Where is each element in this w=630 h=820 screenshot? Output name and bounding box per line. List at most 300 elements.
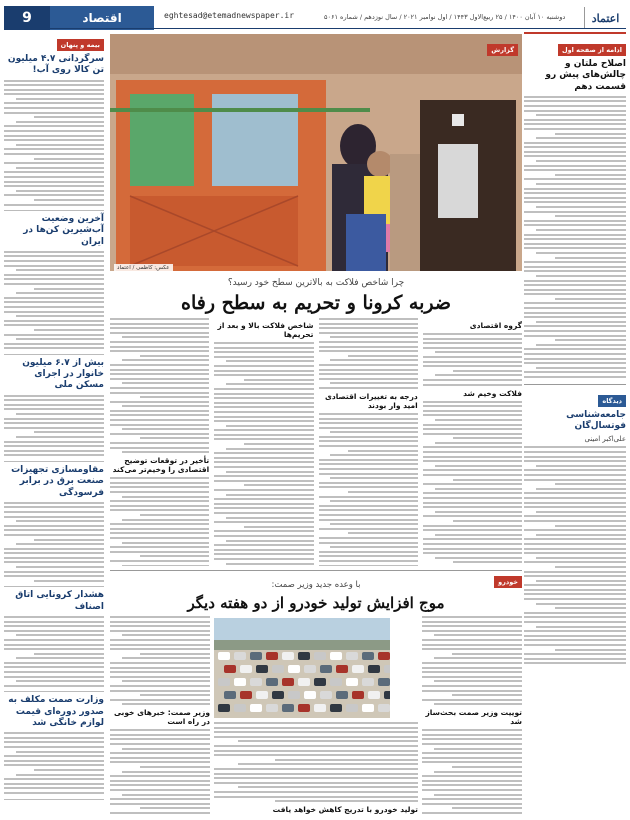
text-line [555,649,626,651]
header-divider [4,28,626,29]
text-line [536,344,626,346]
car-shape [314,704,326,712]
text-line [555,483,626,485]
text-line [4,445,104,447]
text-line [319,350,418,352]
text-line [214,530,313,532]
text-line [16,520,104,522]
text-line [122,565,209,567]
text-line [122,496,209,498]
text-line [536,465,626,467]
text-line [214,512,313,514]
car-shape [362,652,374,660]
text-line [435,488,522,490]
car-shape [234,704,246,712]
text-line [4,135,104,137]
text-line [524,561,626,563]
text-line [122,703,210,705]
text-line [110,500,209,502]
text-line [524,316,626,318]
text-line [524,261,626,263]
car-shape [224,691,236,699]
left-column-story [4,465,104,587]
car-shape [298,678,310,686]
car-shape [352,665,364,673]
text-line [435,419,522,421]
text-line [524,151,626,153]
text-line [452,694,522,696]
text-line [4,153,104,155]
text-line [4,171,104,173]
main-story-subhead: شاخص فلاکت بالا و بعد از تحریم‌ها [217,321,314,339]
main-story-paragraph [110,477,209,566]
text-line [4,181,104,183]
text-line [16,774,104,776]
text-line [110,424,209,426]
text-line [536,626,626,628]
text-line [435,534,522,536]
text-line [4,450,104,452]
left-story-headline[interactable]: وزارت صمت مکلف به صدور دوره‌ای قیمت لوازم خانگی شد [8,695,104,728]
text-line [214,466,313,468]
text-line [524,658,626,660]
text-line [319,323,418,325]
text-line [524,188,626,190]
text-line [524,302,626,304]
text-line [319,542,418,544]
left-column-story [4,54,104,211]
text-line [423,469,522,471]
text-line [122,359,209,361]
text-line [4,311,104,313]
text-line [536,580,626,582]
text-line [319,486,418,488]
text-line [423,543,522,545]
text-line [434,703,522,705]
text-line [4,204,104,206]
text-line [423,379,522,381]
text-line [16,543,104,545]
text-line [110,743,210,745]
text-line [4,746,104,748]
text-line [453,520,522,522]
text-line [110,378,209,380]
main-story-column [214,318,313,566]
car-shape [330,704,342,712]
text-line [122,771,210,773]
text-line [423,552,522,554]
second-story-subhead: توییت وزیر صمت بحث‌ساز شد [425,708,522,727]
text-line [524,612,626,614]
text-line [214,489,313,491]
text-line [226,448,313,450]
text-line [140,396,209,398]
text-line [319,445,418,447]
text-line [524,270,626,272]
text-line [122,382,209,384]
car-shape [304,691,316,699]
car-shape [346,704,358,712]
text-line [4,783,104,785]
text-line [434,634,522,636]
text-line [524,178,626,180]
text-line [524,635,626,637]
text-line [422,761,522,763]
text-line [434,680,522,682]
text-line [214,406,313,408]
text-line [524,515,626,517]
text-line [524,621,626,623]
text-line [4,764,104,766]
left-column-story [4,590,104,692]
text-line [214,457,313,459]
text-line [524,502,626,504]
text-line [555,566,626,568]
text-line [524,362,626,364]
text-line [214,750,418,752]
main-story-body [110,318,522,566]
text-line [423,538,522,540]
text-line [4,112,104,114]
text-line [16,98,104,100]
text-line [422,789,522,791]
text-line [140,694,210,696]
left-story-headline[interactable]: آخرین وضعیت آب‌شیرین کن‌ها در ایران [23,214,104,247]
text-line [16,190,104,192]
text-line [524,589,626,591]
text-line [110,537,209,539]
text-line [422,775,522,777]
text-line [110,752,210,754]
text-line [214,438,313,440]
text-line [422,757,522,759]
car-shape [378,652,390,660]
text-line [214,736,418,738]
text-line [4,176,104,178]
text-line [4,418,104,420]
text-line [524,506,626,508]
text-line [4,557,104,559]
text-line [110,373,209,375]
section-email[interactable]: eghtesad@etemadnewspaper.ir [164,11,295,20]
text-line [453,479,522,481]
text-line [140,514,209,516]
text-line [4,737,104,739]
text-line [422,639,522,641]
text-line [423,428,522,430]
text-line [524,571,626,573]
text-line [423,456,522,458]
text-line [434,748,522,750]
text-line [214,549,313,551]
text-line [4,320,104,322]
text-line [524,358,626,360]
text-line [319,387,418,389]
car-shape [218,652,230,660]
text-line [214,754,418,756]
second-story-tag: خودرو [494,576,522,588]
main-story-subhead: تأخیر در توقعات توضیح اقتصادی را وخیم‌تر می‌کند [112,456,210,475]
left-story-headline[interactable]: هشدار کرونایی اتاق اصناف [15,590,104,612]
text-line [110,560,209,562]
text-line [536,275,626,277]
car-shape [266,652,278,660]
text-line [110,477,209,479]
text-line [536,534,626,536]
text-line [524,105,626,107]
main-story-subhead: فلاکت وخیم شد [463,388,522,398]
text-line [16,121,104,123]
text-line [422,752,522,754]
text-line [452,766,522,768]
text-line [214,356,313,358]
text-line [524,169,626,171]
text-line [4,408,104,410]
text-line [319,369,418,371]
text-line [4,80,104,82]
car-shape [314,652,326,660]
text-line [524,376,626,378]
text-line [122,542,209,544]
second-story-paragraph [422,616,522,705]
text-line [16,680,104,682]
text-line [110,685,210,687]
text-line [214,507,313,509]
text-line [226,471,313,473]
text-line [422,803,522,805]
car-shape [298,704,310,712]
car-shape [346,652,358,660]
text-line [536,488,626,490]
main-story-paragraph [214,406,313,566]
text-line [4,274,104,276]
text-line [435,374,522,376]
text-line [555,298,626,300]
left-story-body [4,395,104,457]
car-shape [330,678,342,686]
right-column-rule [524,32,626,34]
text-line [524,201,626,203]
car-shape [240,691,252,699]
text-line [4,548,104,550]
text-line [423,405,522,407]
text-line [422,625,522,627]
text-line [110,798,210,800]
text-line [4,283,104,285]
text-line [214,434,313,436]
car-shape [282,652,294,660]
text-line [453,561,522,563]
text-line [319,565,418,567]
second-story-headline[interactable]: موج افزایش تولید خودرو از دو هفته دیگر [187,594,445,612]
text-line [330,546,417,548]
text-line [524,630,626,632]
text-line [524,165,626,167]
left-column-story [4,695,104,799]
text-line [524,552,626,554]
text-line [4,260,104,262]
text-line [110,625,210,627]
text-line [524,543,626,545]
text-line [422,729,522,731]
text-line [214,727,418,729]
text-line [422,798,522,800]
text-line [319,436,418,438]
text-line [524,548,626,550]
text-line [4,741,104,743]
newspaper-logo: اعتماد [584,7,626,29]
text-line [524,653,626,655]
left-story-body [4,732,104,794]
text-line [524,155,626,157]
text-line [214,498,313,500]
text-line [16,269,104,271]
text-line [422,648,522,650]
text-line [4,427,104,429]
text-line [110,414,209,416]
car-shape [282,704,294,712]
left-story-headline[interactable]: بیش از ۶.۷ میلیون خانوار در اجرای مسکن ملی [22,357,104,391]
car-shape [320,665,332,673]
text-line [16,292,104,294]
text-line [524,220,626,222]
text-line [16,566,104,568]
main-story-column [319,318,418,566]
text-line [423,492,522,494]
dateline: دوشنبه ۱۰ آبان ۱۴۰۰ / ۲۵ ربیع‌الاول ۱۴۴۳ / اول نوامبر ۲۰۲۱ / سال نوزدهم / شماره ۵۰۶۱ [324,13,566,21]
text-line [524,307,626,309]
text-line [16,436,104,438]
section-title: اقتصاد [50,6,154,30]
text-line [226,517,313,519]
text-line [4,185,104,187]
text-line [110,442,209,444]
text-line [423,424,522,426]
text-line [524,100,626,102]
text-line [319,418,418,420]
text-line [4,644,104,646]
left-story-body [4,251,104,349]
text-line [110,784,210,786]
text-line [275,800,418,802]
car-shape [250,652,262,660]
text-line [422,812,522,814]
text-line [524,644,626,646]
text-line [34,199,104,201]
text-line [214,411,313,413]
text-line [319,327,418,329]
main-story-paragraph [423,333,522,386]
text-line [423,474,522,476]
text-line [122,451,209,453]
text-line [319,459,418,461]
text-line [524,584,626,586]
text-line [319,341,418,343]
text-line [319,514,418,516]
left-story-headline[interactable]: سرگردانی ۴.۷ میلیون تن کالا روی آب! [7,54,104,76]
text-line [214,429,313,431]
text-line [319,528,418,530]
text-line [524,348,626,350]
right-column [524,32,626,816]
text-line [4,755,104,757]
text-line [348,491,417,493]
text-line [434,794,522,796]
car-shape [314,678,326,686]
text-line [4,516,104,518]
text-line [110,671,210,673]
car-shape [362,704,374,712]
text-line [214,397,313,399]
second-story-paragraph [422,729,522,816]
left-story-headline[interactable]: مقاومسازی تجهیزات صنعت برق در برابر فرسودگی [11,465,104,498]
text-line [423,529,522,531]
right-column-headline: اصلاح ملتان و چالش‌های پیش رو قسمت دهم [545,59,626,92]
text-line [122,680,210,682]
second-story-kicker: با وعده جدید وزیر صمت: [271,580,361,590]
car-shape [378,704,390,712]
text-line [423,515,522,517]
text-line [435,442,522,444]
text-line [122,634,210,636]
text-line [536,229,626,231]
text-line [524,312,626,314]
text-line [4,639,104,641]
text-line [4,625,104,627]
main-story-headline[interactable]: ضربه کرونا و تحریم به سطح رفاه [181,292,451,314]
text-line [122,428,209,430]
text-line [319,373,418,375]
text-line [226,360,313,362]
text-line [16,144,104,146]
text-line [524,593,626,595]
text-line [555,174,626,176]
text-line [226,540,313,542]
car-shape [336,665,348,673]
text-line [524,289,626,291]
text-line [16,315,104,317]
text-line [110,644,210,646]
text-line [524,238,626,240]
text-line [422,690,522,692]
text-line [422,667,522,669]
text-line [110,546,209,548]
text-line [16,167,104,169]
text-line [4,107,104,109]
main-story-subhead: گروه اقتصادی [469,321,522,330]
text-line [319,551,418,553]
text-line [422,630,522,632]
text-line [524,538,626,540]
second-story-subhead: تولید خودرو با تدریج کاهش خواهد یافت [272,805,418,815]
text-line [110,780,210,782]
text-line [214,416,313,418]
text-line [140,653,210,655]
text-line [110,318,209,320]
text-line [4,787,104,789]
text-line [423,338,522,340]
left-column-tag: بیمه و پنهان [57,39,104,51]
text-line [140,807,210,809]
text-line [330,477,417,479]
text-line [524,353,626,355]
text-line [238,740,418,742]
text-line [4,441,104,443]
text-line [214,731,418,733]
text-line [110,676,210,678]
text-line [524,492,626,494]
text-line [319,440,418,442]
